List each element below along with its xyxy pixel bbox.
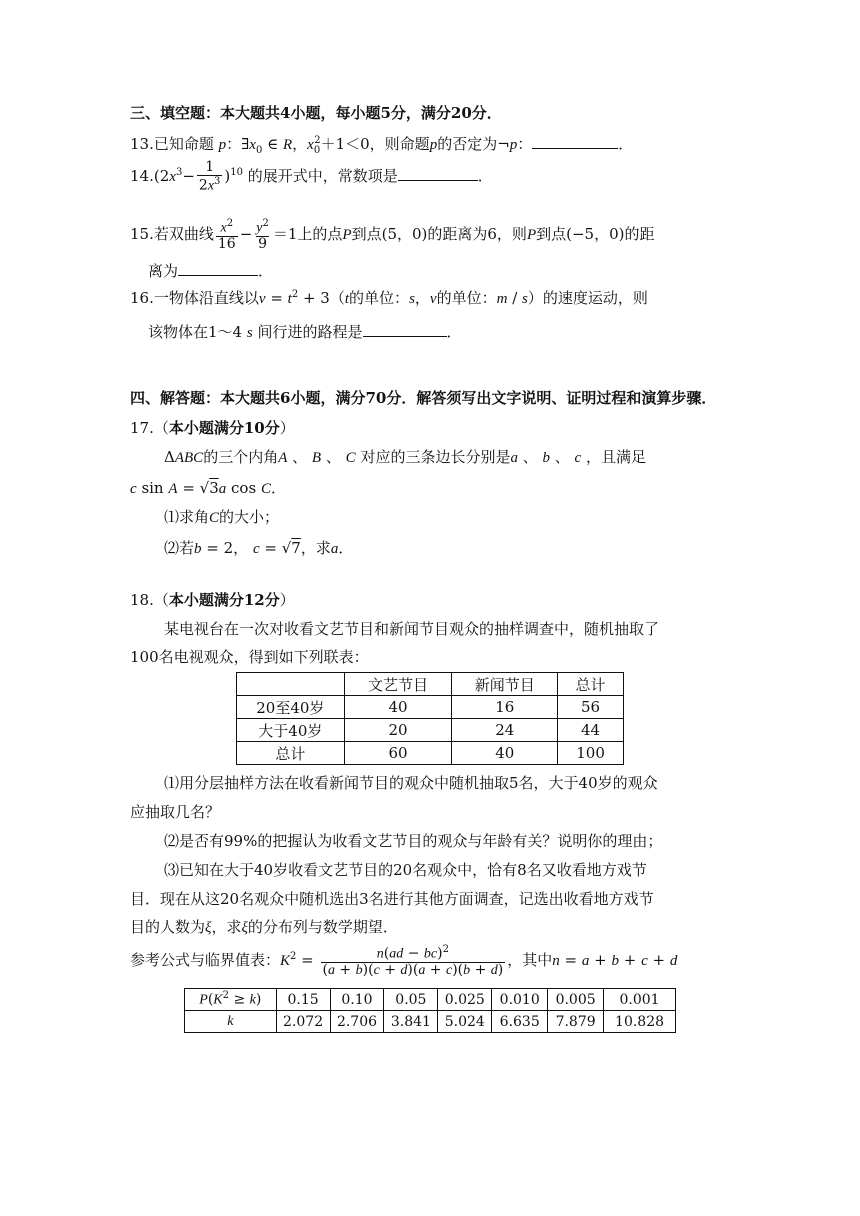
- question-17-line1: ΔABC的三个内角A 、 B 、 C 对应的三条边长分别是a 、 b 、 c ，且满足: [164, 448, 647, 466]
- table-cell: 40: [344, 696, 452, 719]
- table-cell: k: [185, 1011, 277, 1033]
- critical-value-table: [184, 988, 676, 1033]
- question-13: 13.已知命题 p：$\exists x_0$ ∈ R，$x_0^2+1<0$，则命题p的否定为¬p： ．: [130, 135, 634, 156]
- section4-heading: 四、解答题：本大题共6小题，满分70分．解答须写出文字说明、证明过程和演算步骤．: [130, 389, 717, 407]
- table-cell: 60: [344, 742, 452, 765]
- table-cell: 0.10: [330, 989, 384, 1011]
- table-cell: 0.05: [384, 989, 438, 1011]
- table-row: [237, 719, 624, 742]
- answer-blank: [532, 134, 618, 149]
- question-18-part1-line1: ⑴用分层抽样方法在收看新闻节目的观众中随机抽取5名，大于40岁的观众: [164, 774, 658, 792]
- table-cell: 20至40岁: [237, 696, 345, 719]
- table-row: [237, 696, 624, 719]
- table-cell: 100: [558, 742, 624, 765]
- table-cell: 24: [452, 719, 558, 742]
- table-cell: 0.025: [438, 989, 492, 1011]
- q14-number: 14.: [130, 167, 154, 186]
- table-cell: 40: [452, 742, 558, 765]
- q13-text: 已知命题: [153, 135, 214, 153]
- question-18-part3-line3: 目的人数为ξ，求ξ的分布列与数学期望．: [130, 918, 398, 936]
- table-cell: 10.828: [604, 1011, 676, 1033]
- var-p: p: [218, 137, 227, 153]
- table-cell: 2.072: [276, 1011, 330, 1033]
- table-cell: 6.635: [492, 1011, 548, 1033]
- table-cell: 0.005: [548, 989, 604, 1011]
- question-18-intro2: 100名电视观众，得到如下列联表：: [130, 648, 369, 666]
- table-cell: 0.010: [492, 989, 548, 1011]
- question-15-line1: 15.若双曲线 $\frac{x^2}{16}$ − $\frac{y^2}{9}$ ＝1上的点P到点(5，0)的距离为6，则P到点(−5，0)的距: [130, 218, 655, 253]
- question-16-line2: 该物体在1～4 s 间行进的路程是 ．: [148, 323, 462, 341]
- fraction: $\frac{y^2}{9}$: [256, 218, 269, 253]
- question-17-title: 17.（本小题满分10分）: [130, 419, 295, 437]
- table-cell: 0.001: [604, 989, 676, 1011]
- answer-blank: [398, 166, 478, 181]
- table-cell: 总计: [237, 742, 345, 765]
- question-17-part1: ⑴求角C的大小；: [164, 508, 280, 526]
- var-x0: x: [249, 137, 256, 153]
- table-cell: 44: [558, 719, 624, 742]
- table-cell: 大于40岁: [237, 719, 345, 742]
- table-cell: 20: [344, 719, 452, 742]
- section3-heading: 三、填空题：本大题共4小题，每小题5分，满分20分．: [130, 104, 502, 122]
- question-18-part1-line2: 应抽取几名？: [130, 803, 221, 821]
- question-18-part3-line1: ⑶已知在大于40岁收看文艺节目的20名观众中，恰有8名又收看地方戏节: [164, 861, 647, 879]
- table-row: [185, 989, 676, 1011]
- table-cell: 16: [452, 696, 558, 719]
- table-row: [185, 1011, 676, 1033]
- reference-formula: 参考公式与临界值表：$K^2$ = $\frac{n(ad - bc)^2}{(a + b)(c + d)(a + c)(b + d)}$ ，其中n = a + b + c + d: [130, 944, 678, 979]
- table-cell: 3.841: [384, 1011, 438, 1033]
- table-cell: [237, 673, 345, 696]
- table-cell: 总计: [558, 673, 624, 696]
- question-14: $14.(2x^3-$ $\frac{1}{2x^3}$ )$^{10}$ 的展开式中，常数项是 ．: [130, 159, 493, 195]
- q16-number: 16.: [130, 289, 154, 307]
- fraction: $\frac{1}{2x^3}$: [198, 159, 221, 195]
- question-18-intro1: 某电视台在一次对收看文艺节目和新闻节目观众的抽样调查中，随机抽取了: [164, 620, 660, 638]
- contingency-table: [236, 672, 624, 765]
- question-16-line1: 16.一物体沿直线以$v = t^2 + 3(t$的单位：s，v的单位：m / s）的速度运动，则: [130, 289, 648, 307]
- question-17-line2: c sin A = √3a cos C．: [130, 479, 286, 497]
- table-header-row: [237, 673, 624, 696]
- chi-square-fraction: $\frac{n(ad - bc)^2}{(a + b)(c + d)(a + c)(b + d)}$: [322, 944, 504, 979]
- table-cell: 5.024: [438, 1011, 492, 1033]
- question-18-part2: ⑵是否有99%的把握认为收看文艺节目的观众与年龄有关？说明你的理由；: [164, 832, 663, 850]
- q15-number: 15.: [130, 225, 154, 244]
- question-17-part2: ⑵若b = 2， c = √7，求a．: [164, 539, 354, 557]
- table-cell: 56: [558, 696, 624, 719]
- question-15-line2: 离为 ．: [148, 262, 274, 280]
- answer-blank: [363, 322, 447, 337]
- table-cell: 新闻节目: [452, 673, 558, 696]
- table-cell: 2.706: [330, 1011, 384, 1033]
- table-cell: $P(K^2 \ge k)$: [185, 989, 277, 1011]
- question-18-title: 18.（本小题满分12分）: [130, 591, 295, 609]
- q13-number: 13.: [130, 135, 154, 153]
- table-cell: 文艺节目: [344, 673, 452, 696]
- answer-blank: [178, 261, 258, 276]
- table-row: [237, 742, 624, 765]
- question-18-part3-line2: 目．现在从这20名观众中随机选出3名进行其他方面调查，记选出收看地方戏节: [130, 890, 654, 908]
- fraction: $\frac{x^2}{16}$: [217, 218, 236, 253]
- table-cell: 0.15: [276, 989, 330, 1011]
- table-cell: 7.879: [548, 1011, 604, 1033]
